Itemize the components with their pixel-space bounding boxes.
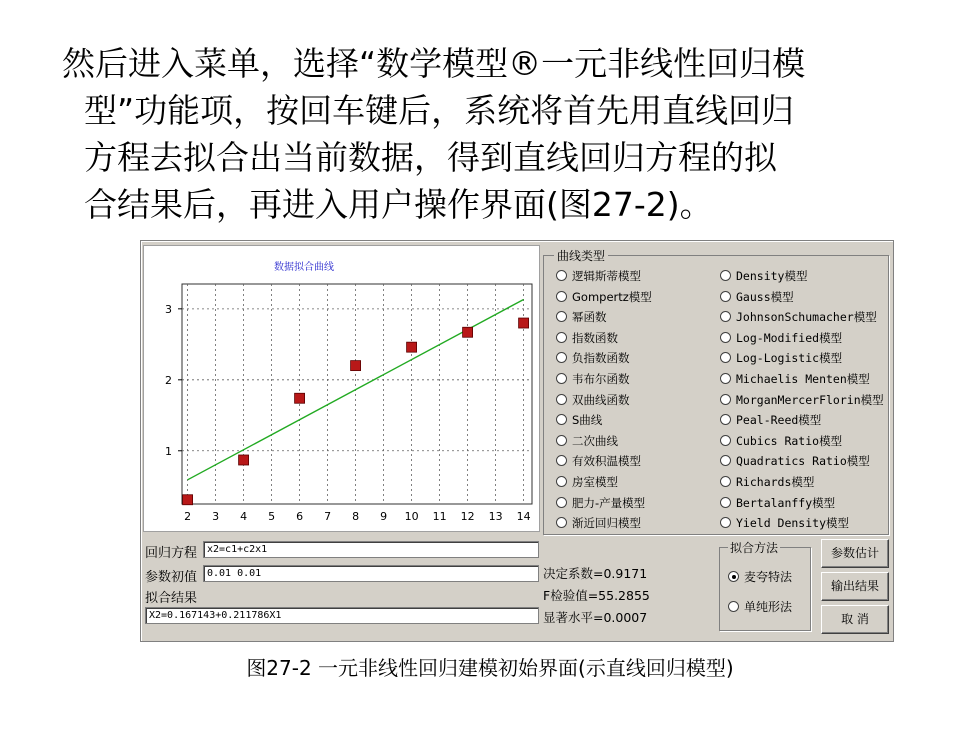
curve-radio[interactable] xyxy=(720,495,835,511)
x-tick-label: 8 xyxy=(352,510,360,523)
x-tick-label: 11 xyxy=(432,510,447,523)
radio-icon xyxy=(720,352,731,363)
data-point xyxy=(295,393,305,403)
curve-radio[interactable] xyxy=(556,412,602,428)
curve-radio[interactable] xyxy=(720,515,849,531)
radio-icon xyxy=(728,601,739,612)
fit-chart-panel xyxy=(143,245,540,532)
method-levenberg-radio[interactable] xyxy=(728,568,792,585)
paragraph-line: 合结果后，再进入用户操作界面(图27-2)。 xyxy=(84,185,713,224)
radio-icon xyxy=(720,373,731,384)
curve-radio-label: 肥力-产量模型 xyxy=(572,495,646,510)
curve-radio[interactable] xyxy=(556,515,641,531)
radio-icon xyxy=(556,435,567,446)
curve-radio[interactable] xyxy=(720,412,821,428)
curve-radio-label: 有效积温模型 xyxy=(572,454,641,469)
fit-method-group xyxy=(719,541,811,631)
x-tick-label: 4 xyxy=(240,510,248,523)
radio-icon xyxy=(556,394,567,405)
y-tick-label: 2 xyxy=(165,373,172,387)
curve-radio[interactable] xyxy=(556,433,618,449)
curve-type-title: 曲线类型 xyxy=(554,247,608,264)
x-tick-label: 5 xyxy=(268,510,276,523)
curve-radio[interactable] xyxy=(720,309,877,325)
curve-radio-label: 负指数函数 xyxy=(572,351,630,366)
x-tick-label: 6 xyxy=(296,510,304,523)
curve-radio-label: 幂函数 xyxy=(572,310,607,325)
curve-radio[interactable] xyxy=(556,268,641,284)
data-point xyxy=(351,361,361,371)
x-tick-label: 13 xyxy=(488,510,503,523)
x-tick-label: 14 xyxy=(516,510,531,523)
data-point xyxy=(239,455,249,465)
fit-result-label: 拟合结果 xyxy=(145,591,198,606)
fit-line xyxy=(188,299,524,479)
method-option-label: 单纯形法 xyxy=(744,600,793,614)
radio-icon xyxy=(556,332,567,343)
curve-radio-label: 房室模型 xyxy=(572,475,618,489)
curve-radio[interactable] xyxy=(556,330,618,346)
plot-area xyxy=(182,284,532,504)
curve-radio-label: Bertalanffy模型 xyxy=(736,495,836,510)
curve-radio-label: Density模型 xyxy=(736,269,808,283)
data-point xyxy=(183,495,193,505)
slide-paragraph xyxy=(62,40,942,228)
equation-input[interactable]: x2=c1+c2x1 xyxy=(203,541,539,558)
radio-icon xyxy=(556,352,567,363)
radio-icon xyxy=(720,311,731,322)
radio-icon xyxy=(556,455,567,466)
curve-radio-label: Quadratics Ratio模型 xyxy=(736,454,870,469)
curve-radio-label: 逻辑斯蒂模型 xyxy=(572,269,641,283)
r2-value: 决定系数=0.9171 xyxy=(543,566,648,581)
radio-icon xyxy=(720,394,731,405)
curve-radio[interactable] xyxy=(720,371,870,387)
curve-radio-label: 渐近回归模型 xyxy=(572,516,641,531)
f-test-value: F检验值=55.2855 xyxy=(543,588,650,603)
radio-icon xyxy=(556,414,567,425)
curve-radio-label: JohnsonSchumacher模型 xyxy=(736,310,877,325)
curve-radio[interactable] xyxy=(556,289,652,305)
curve-radio-label: MorganMercerFlorin模型 xyxy=(736,392,884,407)
curve-radio-label: 双曲线函数 xyxy=(572,392,630,407)
equation-label: 回归方程 xyxy=(145,546,198,561)
paragraph-line: 型”功能项，按回车键后，系统将首先用直线回归 xyxy=(84,91,795,130)
radio-icon xyxy=(556,291,567,302)
x-tick-label: 9 xyxy=(380,510,388,523)
estimate-params-button[interactable]: 参数估计 xyxy=(821,539,889,568)
radio-icon xyxy=(556,517,567,528)
radio-icon xyxy=(720,476,731,487)
curve-radio[interactable] xyxy=(556,392,630,408)
curve-radio-label: Gauss模型 xyxy=(736,289,794,304)
curve-radio-label: Yield Density模型 xyxy=(736,516,850,531)
significance-value: 显著水平=0.0007 xyxy=(543,610,648,625)
radio-selected-icon xyxy=(728,571,739,582)
curve-radio[interactable] xyxy=(720,268,807,284)
radio-icon xyxy=(556,270,567,281)
radio-icon xyxy=(556,311,567,322)
radio-icon xyxy=(556,497,567,508)
radio-icon xyxy=(720,455,731,466)
curve-radio-label: Cubics Ratio模型 xyxy=(736,433,843,448)
curve-radio[interactable] xyxy=(720,392,884,408)
radio-icon xyxy=(720,270,731,281)
initial-values-label: 参数初值 xyxy=(145,570,198,585)
fit-chart xyxy=(144,246,539,531)
curve-radio-label: Log-Modified模型 xyxy=(736,330,843,345)
radio-icon xyxy=(720,332,731,343)
radio-icon xyxy=(556,373,567,384)
curve-radio-label: Michaelis Menten模型 xyxy=(736,372,870,386)
radio-icon xyxy=(720,517,731,528)
curve-radio[interactable] xyxy=(556,474,618,490)
figure-caption: 图27-2 一元非线性回归建模初始界面(示直线回归模型) xyxy=(246,656,734,680)
curve-type-group xyxy=(543,249,889,535)
method-simplex-radio[interactable] xyxy=(728,598,792,615)
x-tick-label: 12 xyxy=(460,510,475,523)
curve-radio[interactable] xyxy=(556,371,630,387)
x-tick-label: 7 xyxy=(324,510,332,523)
curve-radio[interactable] xyxy=(556,350,630,366)
curve-radio-label: 二次曲线 xyxy=(572,433,618,448)
curve-radio-label: 指数函数 xyxy=(572,330,618,345)
curve-radio[interactable] xyxy=(720,453,870,469)
curve-radio[interactable] xyxy=(556,453,641,469)
radio-icon xyxy=(720,414,731,425)
chart-title: 数据拟合曲线 xyxy=(274,262,334,273)
y-tick-label: 1 xyxy=(165,444,172,458)
cancel-button[interactable]: 取 消 xyxy=(821,605,889,634)
radio-icon xyxy=(720,497,731,508)
radio-icon xyxy=(720,291,731,302)
x-tick-label: 2 xyxy=(184,510,192,523)
curve-radio-label: S曲线 xyxy=(572,413,603,428)
paragraph-line: 然后进入菜单，选择“数学模型®一元非线性回归模 xyxy=(62,44,806,83)
curve-radio[interactable] xyxy=(556,495,645,511)
initial-values-input[interactable]: 0.01 0.01 xyxy=(203,565,539,582)
curve-radio-label: Log-Logistic模型 xyxy=(736,351,843,366)
data-point xyxy=(463,327,473,337)
curve-radio-label: Gompertz模型 xyxy=(572,289,652,304)
curve-radio[interactable] xyxy=(720,350,842,366)
radio-icon xyxy=(556,476,567,487)
fit-method-title: 拟合方法 xyxy=(730,541,779,555)
curve-radio[interactable] xyxy=(720,474,814,490)
fit-result-field[interactable]: X2=0.167143+0.211786X1 xyxy=(145,607,539,624)
data-point xyxy=(519,318,529,328)
curve-radio[interactable] xyxy=(720,433,842,449)
y-tick-label: 3 xyxy=(165,302,172,316)
curve-radio[interactable] xyxy=(556,309,607,325)
curve-radio-label: 韦布尔函数 xyxy=(572,372,630,386)
curve-radio-label: Peal-Reed模型 xyxy=(736,413,822,428)
regression-window xyxy=(140,240,894,642)
radio-icon xyxy=(720,435,731,446)
x-tick-label: 10 xyxy=(404,510,419,523)
method-option-label: 麦夸特法 xyxy=(744,570,793,584)
curve-radio[interactable] xyxy=(720,330,842,346)
data-point xyxy=(407,342,417,352)
export-results-button[interactable]: 输出结果 xyxy=(821,572,889,601)
curve-radio-label: Richards模型 xyxy=(736,475,815,489)
curve-radio[interactable] xyxy=(720,289,794,305)
paragraph-line: 方程去拟合出当前数据，得到直线回归方程的拟 xyxy=(84,138,777,177)
x-tick-label: 3 xyxy=(212,510,220,523)
